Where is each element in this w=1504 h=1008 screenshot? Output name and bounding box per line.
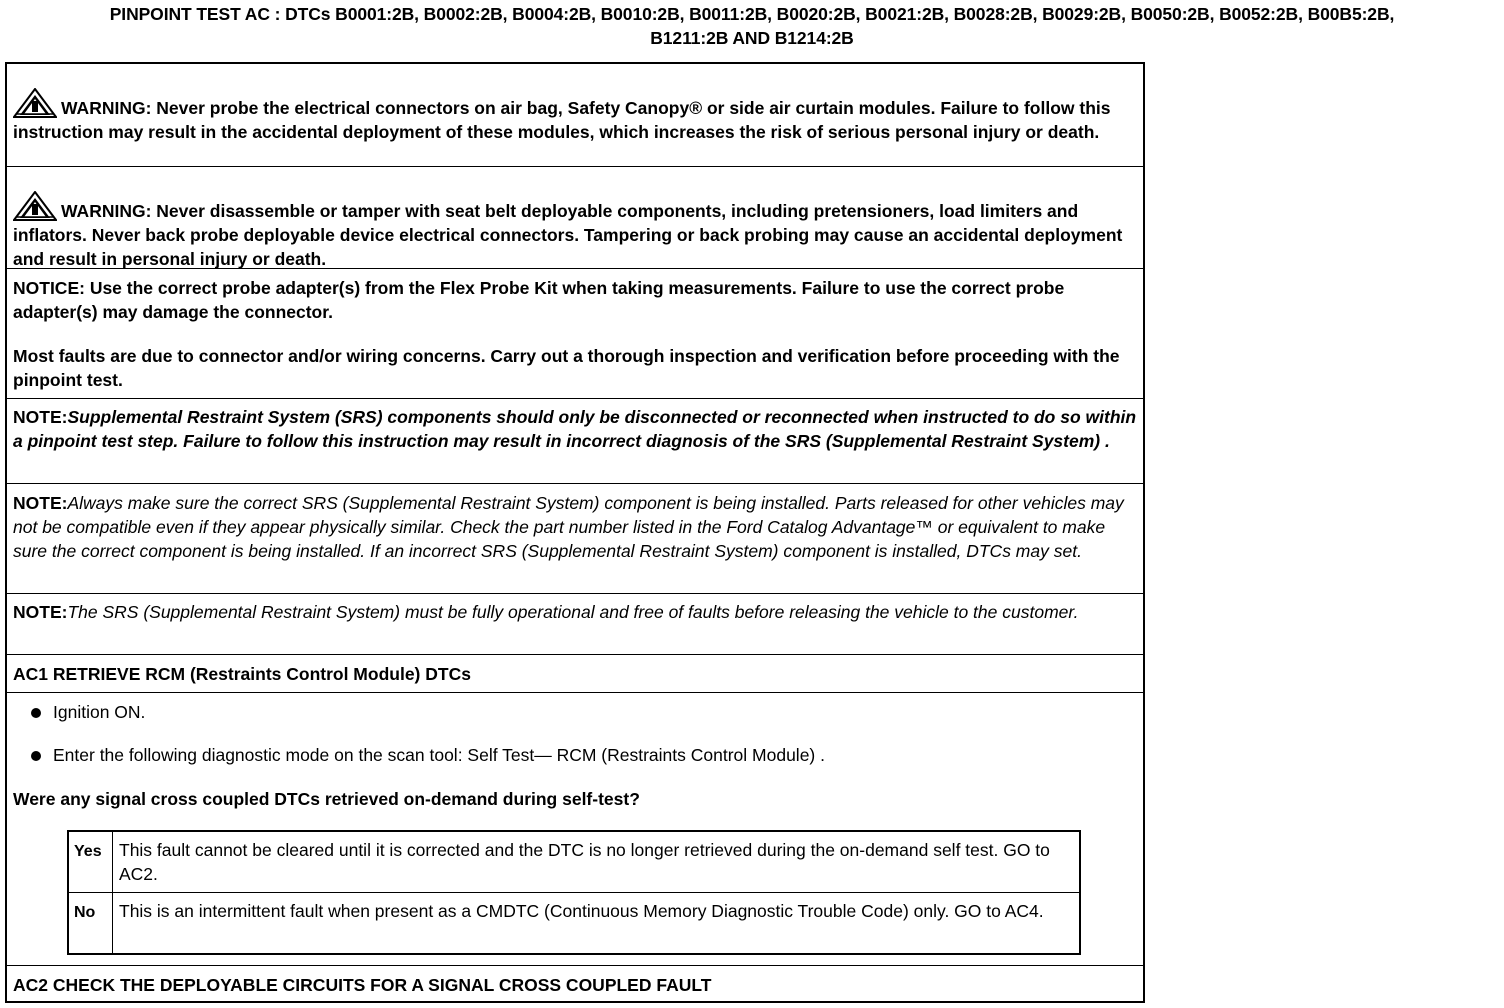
step-ac1-heading: AC1 RETRIEVE RCM (Restraints Control Module) DTCs bbox=[7, 655, 1143, 693]
page-title-line-1: PINPOINT TEST AC : DTCs B0001:2B, B0002:2B, B0004:2B, B0010:2B, B0011:2B, B0020:2B, B0021:2B, B0028:2B, B0029:2B, B0050:2B, B0052:2B, B00B5:2B, bbox=[109, 4, 1395, 24]
warning-2-label: WARNING: bbox=[61, 201, 152, 221]
warning-2-text: Never disassemble or tamper with seat belt deployable components, including pretensioners, load limiters and inflators. Never back probe deployable device electrical connectors. Tampering or back probing may cause an accidental deployment and result in personal injury or death. bbox=[13, 201, 1123, 269]
bullet-text: Enter the following diagnostic mode on the scan tool: Self Test— RCM (Restraints Control Module) . bbox=[53, 745, 825, 765]
note-3-text: The SRS (Supplemental Restraint System) must be fully operational and free of faults before releasing the vehicle to the customer. bbox=[67, 602, 1079, 622]
table-row bbox=[68, 831, 1080, 893]
warning-section-1 bbox=[7, 64, 1143, 167]
answer-no-text: This is an intermittent fault when present as a CMDTC (Continuous Memory Diagnostic Trouble Code) only. GO to AC4. bbox=[113, 893, 1081, 955]
notice-label: NOTICE: bbox=[13, 278, 85, 298]
warning-section-2 bbox=[7, 167, 1143, 269]
step-question: Were any signal cross coupled DTCs retrieved on-demand during self-test? bbox=[13, 789, 640, 809]
page-title-line-2: B1211:2B AND B1214:2B bbox=[650, 28, 854, 48]
list-item bbox=[13, 700, 1137, 724]
note-1-text: Supplemental Restraint System (SRS) components should only be disconnected or reconnected when instructed to do so within a pinpoint test step. Failure to follow this instruction may result in incorrect diagnosis of the SRS (Supplemental Restraint System) . bbox=[13, 407, 1137, 451]
warning-1-label: WARNING: bbox=[61, 98, 152, 118]
notice-text: Use the correct probe adapter(s) from the Flex Probe Kit when taking measurements. Failure to use the correct probe adapter(s) may damage the connector. bbox=[13, 278, 1065, 322]
list-item bbox=[13, 743, 1137, 767]
bullet-icon bbox=[31, 708, 41, 718]
answer-table bbox=[67, 830, 1081, 955]
step-ac1-body bbox=[7, 693, 1143, 966]
bullet-icon bbox=[31, 751, 41, 761]
note-1-label: NOTE: bbox=[13, 407, 68, 427]
table-row bbox=[68, 893, 1080, 955]
note-2-label: NOTE: bbox=[13, 493, 68, 513]
note-section-3 bbox=[7, 594, 1143, 655]
pinpoint-test-table bbox=[5, 62, 1145, 1003]
notice-paragraph bbox=[13, 276, 1137, 324]
step-ac2-heading: AC2 CHECK THE DEPLOYABLE CIRCUITS FOR A SIGNAL CROSS COUPLED FAULT bbox=[13, 975, 712, 995]
warning-triangle-icon bbox=[13, 191, 57, 221]
note-3-label: NOTE: bbox=[13, 602, 68, 622]
answer-no-label: No bbox=[68, 893, 113, 955]
answer-yes-label: Yes bbox=[68, 831, 113, 893]
note-section-1 bbox=[7, 399, 1143, 484]
warning-1-text: Never probe the electrical connectors on air bag, Safety Canopy® or side air curtain modules. Failure to follow this instruction may result in the accidental deployment of these modules, which increases the risk of serious personal injury or death. bbox=[13, 98, 1111, 142]
answer-yes-text: This fault cannot be cleared until it is corrected and the DTC is no longer retrieved during the on-demand self test. GO to AC2. bbox=[113, 831, 1081, 893]
note-section-2 bbox=[7, 484, 1143, 594]
bullet-text: Ignition ON. bbox=[53, 702, 146, 722]
page-title bbox=[0, 2, 1504, 50]
warning-triangle-icon bbox=[13, 88, 57, 118]
notice-paragraph-2: Most faults are due to connector and/or wiring concerns. Carry out a thorough inspection and verification before proceeding with the pinpoint test. bbox=[13, 346, 1120, 390]
note-2-text: Always make sure the correct SRS (Supplemental Restraint System) component is being installed. Parts released for other vehicles may not be compatible even if they appear physically similar. Check the part number listed in the Ford Catalog Advantage™ or equivalent to make sure the correct component is being installed. If an incorrect SRS (Supplemental Restraint System) component is installed, DTCs may set. bbox=[13, 493, 1124, 561]
notice-section bbox=[7, 269, 1143, 399]
